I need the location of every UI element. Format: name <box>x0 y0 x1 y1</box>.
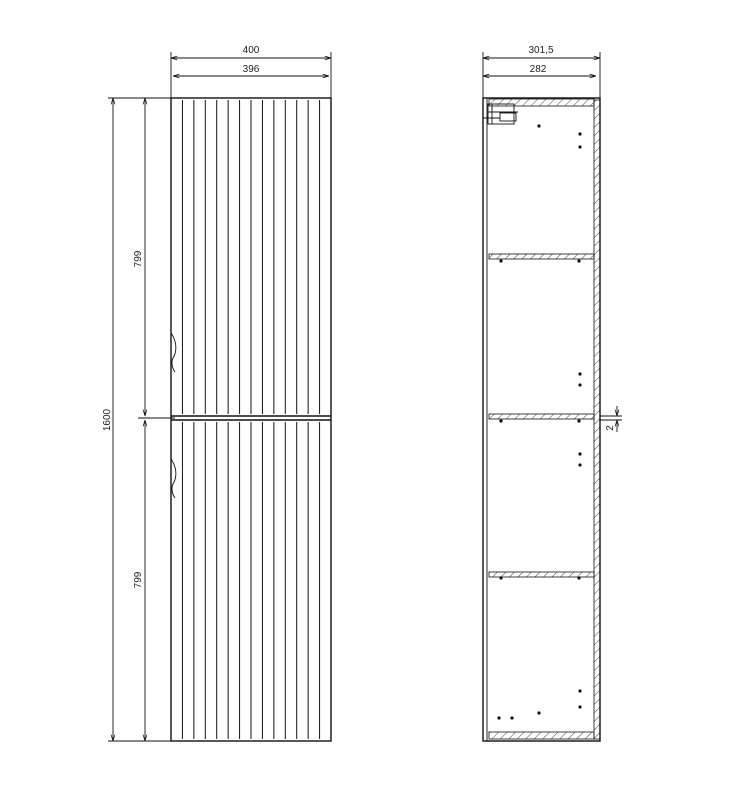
total-height-label: 1600 <box>102 408 113 432</box>
back-panel <box>594 100 600 739</box>
shelves <box>489 254 594 577</box>
lower-door-handle <box>171 459 176 498</box>
front-view <box>102 45 331 741</box>
overall-width-label: 400 <box>242 45 260 56</box>
upper-door-handle <box>171 333 176 372</box>
overall-depth-label: 301,5 <box>528 45 554 56</box>
front-width-label: 396 <box>242 64 260 75</box>
hinge-detail <box>483 104 518 124</box>
shelf-3 <box>489 572 594 577</box>
side-view <box>483 45 622 741</box>
shelf-1 <box>489 254 594 259</box>
dimension-inner-depth <box>483 64 596 76</box>
top-panel <box>489 99 594 106</box>
dimension-front-width <box>173 64 329 76</box>
bottom-panel <box>489 732 594 739</box>
dimension-gap <box>600 406 622 432</box>
dimension-upper-door <box>133 98 175 418</box>
gap-label: 2 <box>605 425 616 431</box>
dimension-lower-door <box>133 420 145 741</box>
upper-door-height-label: 799 <box>133 250 144 268</box>
inner-depth-label: 282 <box>529 64 547 75</box>
fixing-dots <box>497 124 581 719</box>
shelf-2 <box>489 414 594 419</box>
lower-door-height-label: 799 <box>133 571 144 589</box>
dimension-total-height <box>102 98 171 741</box>
